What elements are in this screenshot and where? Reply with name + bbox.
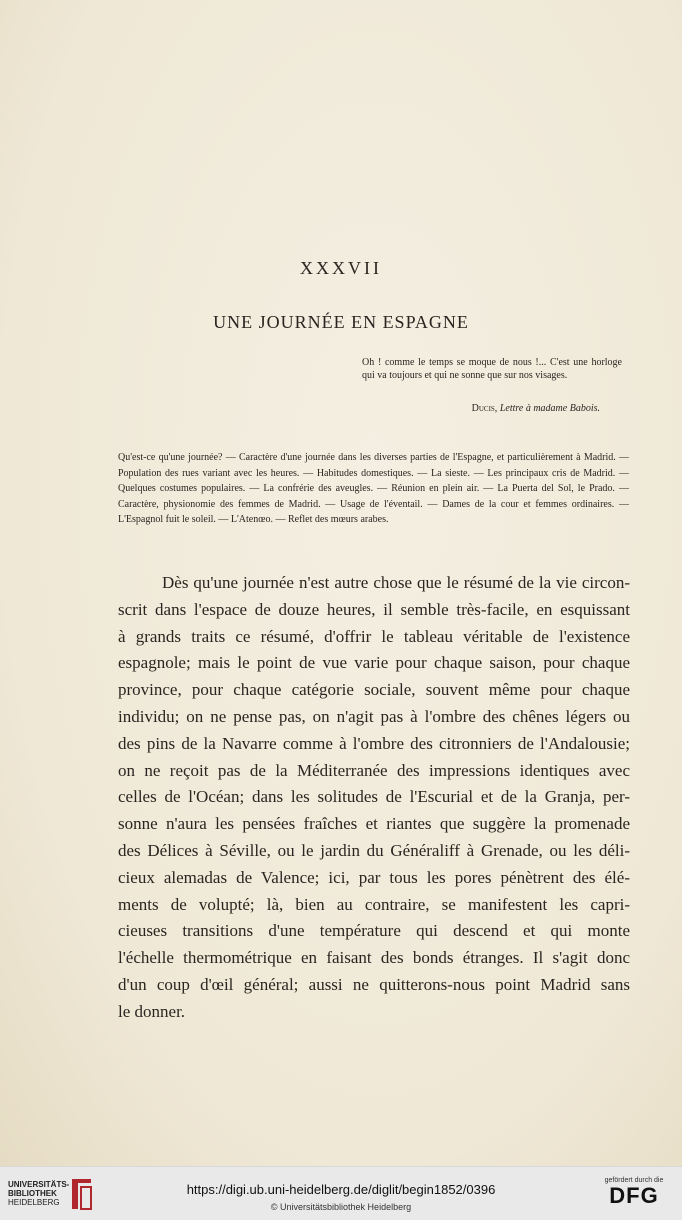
body-line: à grands traits ce résumé, d'offrir le tableau véritable de l'existence (118, 626, 630, 646)
epigraph-attribution (362, 403, 600, 414)
epigraph-text: Oh ! comme le temps se moque de nous !... C'est une horloge qui va toujours et qui ne sonne que sur nos visages. (362, 357, 622, 381)
funder-block[interactable] (598, 1177, 670, 1208)
body-line: des Délices à Séville, ou le jardin du Généraliff à Grenade, ou les déli- (118, 840, 630, 860)
body-line: province, pour chaque catégorie sociale, souvent même pour chaque (118, 680, 630, 700)
body-line: d'un coup d'œil général; aussi ne quitterons-nous point Madrid sans (118, 974, 630, 994)
chapter-number: XXXVII (300, 258, 382, 278)
library-name-line1: UNIVERSITÄTS- (8, 1180, 70, 1189)
body-line: espagnole; mais le point de vue varie pour chaque saison, pour chaque (118, 653, 630, 673)
body-line: sonne n'aura les pensées fraîches et riantes que suggère la promenade (118, 814, 630, 834)
body-paragraph (118, 570, 630, 1026)
library-name-line2: BIBLIOTHEK (8, 1189, 57, 1198)
body-line: cieux alemadas de Valence; ici, par tous les pores pénètrent des élé- (118, 867, 630, 887)
body-line: Dès qu'une journée n'est autre chose que le résumé de la vie circon- (162, 573, 630, 592)
chapter-summary: Qu'est-ce qu'une journée? — Caractère d'une journée dans les diverses parties de l'Espagne, et particulièrement à Madrid. — Population des rues variant avec les heures. — Habitudes domestiques. — La sieste. — Les principaux cris de Madrid. — Quelques costumes populaires. — La confrérie des aveugles. — Réunion en plein air. — La Puerta del Sol, le Prado. — Caractère, physionomie des femmes de Madrid. — Usage de l'éventail. — Dames de la cour et femmes ordinaires. — L'Espagnol fuit le soleil. — L'Atenœo. — Reflet des mœurs arabes. (118, 452, 629, 525)
body-line: ments de volupté; là, bien au contraire, se manifestent les capri- (118, 894, 630, 914)
dfg-logo: DFG (609, 1183, 659, 1208)
epigraph-source: Lettre à madame Babois. (499, 403, 600, 414)
body-line: cieuses transitions d'une température qui descend et qui monte (118, 921, 630, 941)
body-line: scrit dans l'espace de douze heures, il semble très-facile, en esquissant (118, 599, 630, 619)
library-name-line3: HEIDELBERG (8, 1198, 60, 1207)
funder-note: gefördert durch die (604, 1177, 664, 1184)
body-line: des pins de la Navarre comme à l'ombre des citronniers de l'Andalousie; (118, 733, 630, 753)
body-line: individu; on ne pense pas, on n'agit pas à l'ombre des chênes légers ou (118, 706, 630, 726)
body-line: celles de l'Océan; dans les solitudes de l'Escurial et de la Granja, per- (118, 787, 630, 807)
chapter-title: UNE JOURNÉE EN ESPAGNE (213, 312, 469, 332)
epigraph-author: Ducis, (471, 403, 498, 414)
body-line: on ne reçoit pas de la Méditerranée des impressions identiques avec (118, 760, 630, 780)
copyright-notice: © Universitätsbibliothek Heidelberg (270, 1202, 412, 1212)
permalink-url[interactable]: https://digi.ub.uni-heidelberg.de/diglit/begin1852/0396 (186, 1182, 496, 1197)
body-line: le donner. (118, 1001, 186, 1021)
viewer-footer (0, 1166, 682, 1220)
body-line: l'échelle thermométrique en faisant des bonds étranges. Il s'agit donc (118, 948, 630, 968)
